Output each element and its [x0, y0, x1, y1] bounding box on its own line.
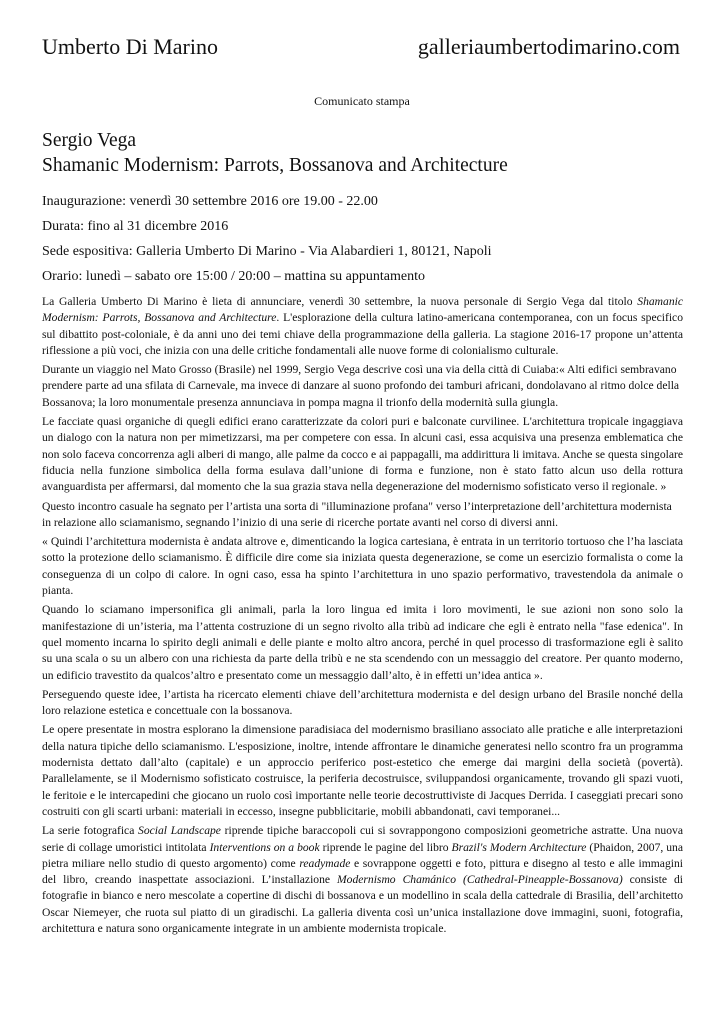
- venue-info: Sede espositiva: Galleria Umberto Di Marino - Via Alabardieri 1, 80121, Napoli: [42, 244, 492, 259]
- paragraph-6: Quando lo sciamano impersonifica gli animali, parla la loro lingua ed imita i loro movimenti, le sue azioni non sono solo la manifestazione di un’isteria, ma l’attenta costruzione di un segno rivolto alla tribù ad indicare che egli è entrato nella "fase edenica". In quel momento incarna lo spirito degli animali e delle piante e molto altro ancora, perché in quel processo di trasformazione egli è salito su una scala o su un albero con una richiesta da parte della tribù e ne sta scendendo con un messaggio del creatore. Per quanto moderno, un edificio travestito da qualcos’altro e presentato come un messaggio dall’alto, è in effetti un’idea antica ».: [42, 603, 683, 682]
- gallery-name: Umberto Di Marino: [42, 34, 218, 59]
- duration-info: Durata: fino al 31 dicembre 2016: [42, 219, 229, 234]
- document-kind: Comunicato stampa: [314, 94, 410, 108]
- page-header: [42, 34, 680, 64]
- paragraph-8: Le opere presentate in mostra esplorano la dimensione paradisiaca del modernismo brasiliano associato alle pratiche e alle interpretazioni della natura tipiche dello sciamanismo. L'esposizione, inoltre, intende affrontare le dinamiche generatesi nello scontro fra un programma modernista dettato dall’alto (capitale) e un approccio periferico post-estetico che emerge dai margini della società (povertà). Parallelamente, se il Modernismo sofisticato costruisce, la periferia decostruisce, sviluppandosi organicamente, trovando gli spazi vuoti, le feritoie e le intercapedini che giocano un ruolo così importante nelle teorie decostruttiviste di Jacques Derrida. I caseggiati precari sono costruiti con gli scarti urbani: materiali in eccesso, insegne pubblicitarie, mobili abbandonati, cavi temporanei...: [42, 723, 683, 818]
- opening-info: Inaugurazione: venerdì 30 settembre 2016 ore 19.00 - 22.00: [42, 194, 378, 209]
- exhibition-title: Shamanic Modernism: Parrots, Bossanova and Architecture: [42, 155, 508, 176]
- hours-info: Orario: lunedì – sabato ore 15:00 / 20:00 – mattina su appuntamento: [42, 269, 425, 284]
- paragraph-1: La Galleria Umberto Di Marino è lieta di annunciare, venerdì 30 settembre, la nuova personale di Sergio Vega dal titolo Shamanic Modernism: Parrots, Bossanova and Architecture. L'esplorazione della cultura latino-americana contemporanea, con un focus specifico sul dibattito post-coloniale, è da anni uno dei temi chiave della programmazione della galleria. La stagione 2016-17 propone un’attenta riflessione a più voci, che inizia con una delle critiche fondamentali alle nuove forme di colonialismo culturale.: [42, 295, 683, 357]
- paragraph-7: Perseguendo queste idee, l’artista ha ricercato elementi chiave dell’architettura modernista e del design urbano del Brasile nonché della loro relazione estetica e concettuale con la bossanova.: [42, 687, 683, 718]
- paragraph-9: La serie fotografica Social Landscape riprende tipiche baraccopoli cui si sovrappongono composizioni geometriche astratte. Una nuova serie di collage umoristici intitolata Interventions on a book riprende le pagine del libro Brazil's Modern Architecture (Phaidon, 2007, una pietra miliare nello studio di questo argomento) come readymade e sovrappone oggetti e foto, pittura e disegno al testo e alle immagini del libro, creando inaspettate associazioni. L’installazione Modernismo Chamánico (Cathedral-Pineapple-Bossanova) consiste di fotografie in bianco e nero mescolate a copertine di dischi di bossanova e un modellino in scala della cattedrale di Brasilia, dell’architetto Oscar Niemeyer, che ruota sul piatto di un giradischi. La galleria diventa così un’unica installazione dove immagini, suoni, fotografia, architettura e natura sono organicamente integrate in un ambiente modernista tropicale.: [42, 824, 683, 935]
- paragraph-4: Questo incontro casuale ha segnato per l’artista una sorta di "illuminazione profana" verso l’interpretazione dell’architettura modernista in relazione allo sciamanismo, segnando l’inizio di una serie di ricerche portate avanti nel corso di diversi anni.: [42, 499, 672, 529]
- paragraph-2: Durante un viaggio nel Mato Grosso (Brasile) nel 1999, Sergio Vega descrive così una via della città di Cuiaba:« Alti edifici sembravano prendere parte ad una sfilata di Carnevale, ma invece di danzare al suono profondo dei tamburi africani, dondolavano al ritmo dolce della Bossanova; la loro monumentale presenza annunciava in pompa magna il trionfo della modernità sulla giungla.: [42, 363, 680, 409]
- paragraph-5: « Quindi l’architettura modernista è andata altrove e, dimenticando la logica cartesiana, è entrata in un territorio tortuoso che l’ha lasciata sotto la protezione dello sciamanismo. È difficile dire come sia iniziata questa degenerazione, se come un esercizio formalista o come la conseguenza di un colpo di calore. In ogni caso, essa ha spinto l’architettura in uno spazio performativo, travestendola da animale o pianta.: [42, 535, 683, 598]
- gallery-website: galleriaumbertodimarino.com: [417, 34, 680, 59]
- press-release-body: [42, 294, 683, 940]
- paragraph-3: Le facciate quasi organiche di quegli edifici erano caratterizzate da colori puri e balconate curvilinee. L'architettura tropicale ingaggiava un dialogo con la natura non per mimetizzarsi, ma per competere con essa. In alcuni casi, essa acquisiva una presenza emblematica che non solo faceva concorrenza agli alberi di mango, alle palme da cocco e ai pappagalli, ma addirittura li imitava. Anche se questa singolare fiducia nella funzione simbolica della forma esulava dall’unione di forma e funzione, non è stato fatto alcun uso della rottura avanguardista per affermarsi, dal momento che la sua grazia stava nella degenerazione del modernismo sofisticato verso il regionale. »: [42, 415, 683, 494]
- artist-name: Sergio Vega: [42, 130, 137, 151]
- title-block: [42, 128, 684, 178]
